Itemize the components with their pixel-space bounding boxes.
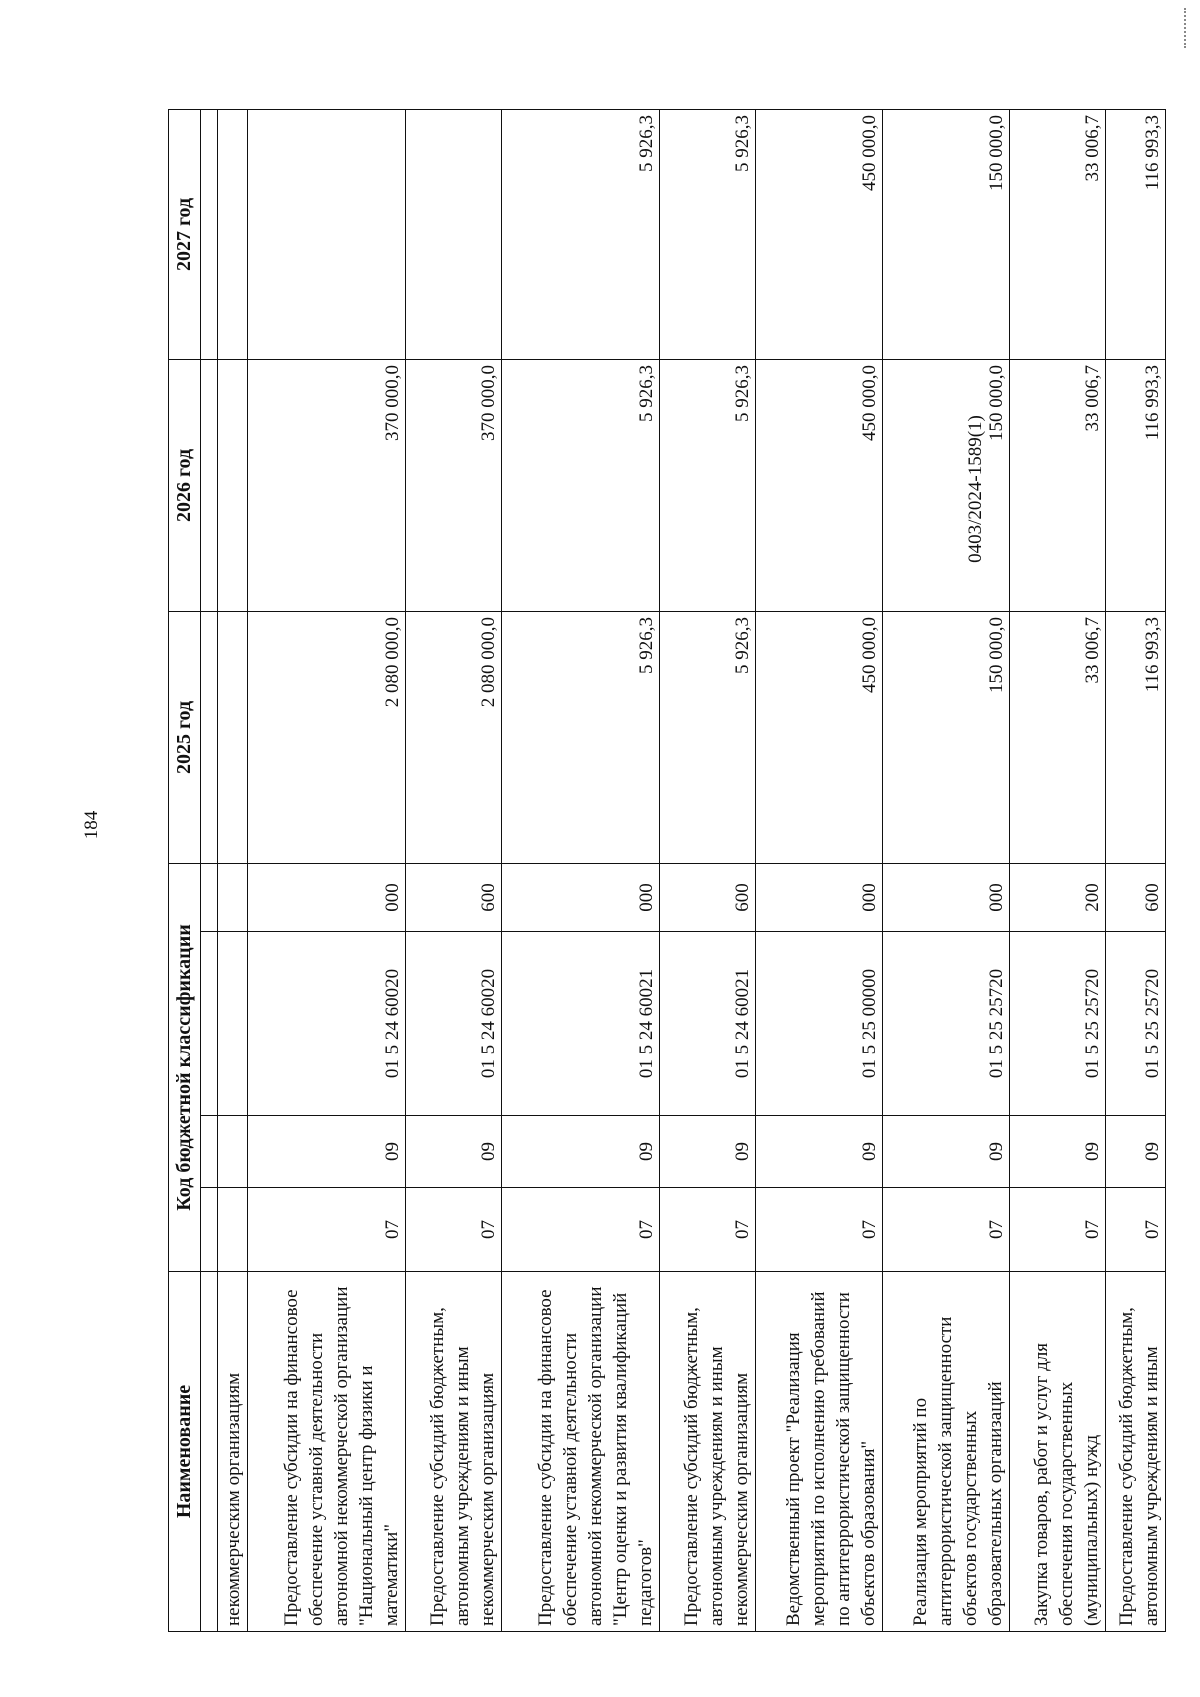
header-2026: 2026 год: [169, 359, 201, 611]
scan-edge-mark: [1184, 8, 1190, 48]
amount-2025-cell: 33 006,7: [1010, 611, 1106, 863]
code-expense-type-cell: 000: [248, 863, 406, 931]
row-name-cell: Закупка товаров, работ и услуг для обеспечения государственных (муниципальных) нужд: [1010, 1272, 1106, 1632]
code-target-article-cell: 01 5 24 60020: [406, 932, 502, 1116]
code-subsection-cell: 09: [660, 1116, 756, 1188]
code-expense-type-cell: 600: [406, 863, 502, 931]
amount-2027-cell: [218, 109, 248, 359]
code-target-article-cell: 01 5 25 00000: [756, 932, 883, 1116]
amount-2026-cell: 5 926,3: [660, 359, 756, 611]
subheader-cell: [201, 611, 218, 863]
header-2027: 2027 год: [169, 109, 201, 359]
row-name-cell: Предоставление субсидии на финансовое обеспечение уставной деятельности автономной некоммерческой организации "Национальный центр физики и математики": [248, 1272, 406, 1632]
amount-2027-cell: 150 000,0: [883, 109, 1010, 359]
header-name: Наименование: [169, 1272, 201, 1632]
code-target-article-cell: 01 5 24 60021: [502, 932, 660, 1116]
code-target-article-cell: 01 5 24 60021: [660, 932, 756, 1116]
amount-2027-cell: [248, 109, 406, 359]
amount-2026-cell: 116 993,3: [1106, 359, 1166, 611]
subheader-cell: [201, 863, 218, 931]
code-subsection-cell: 09: [502, 1116, 660, 1188]
code-section-cell: 07: [1106, 1188, 1166, 1272]
amount-2025-cell: 450 000,0: [756, 611, 883, 863]
code-target-article-cell: 01 5 25 25720: [1106, 932, 1166, 1116]
code-section-cell: [218, 1188, 248, 1272]
code-expense-type-cell: 000: [883, 863, 1010, 931]
row-name-cell: Предоставление субсидий бюджетным, автономным учреждениям и иным некоммерческим организациям: [406, 1272, 502, 1632]
code-subsection-cell: [218, 1116, 248, 1188]
code-expense-type-cell: 000: [756, 863, 883, 931]
amount-2025-cell: 116 993,3: [1106, 611, 1166, 863]
amount-2027-cell: 5 926,3: [502, 109, 660, 359]
amount-2027-cell: [406, 109, 502, 359]
header-code-group: Код бюджетной классификации: [169, 863, 201, 1271]
header-subrow: [201, 109, 218, 1631]
amount-2027-cell: 33 006,7: [1010, 109, 1106, 359]
code-expense-type-cell: [218, 863, 248, 931]
code-section-cell: 07: [406, 1188, 502, 1272]
row-name-cell: Ведомственный проект "Реализация мероприятий по исполнению требований по антитеррористической защищенности объектов образования": [756, 1272, 883, 1632]
code-subsection-cell: 09: [406, 1116, 502, 1188]
code-subsection-cell: 09: [1106, 1116, 1166, 1188]
subheader-cell: [201, 1272, 218, 1632]
header-row: [169, 109, 201, 1631]
row-name-cell: Предоставление субсидий бюджетным, автономным учреждениям и иным: [1106, 1272, 1166, 1632]
table-row: [660, 109, 756, 1631]
code-section-cell: 07: [660, 1188, 756, 1272]
budget-table: [168, 109, 1166, 1632]
amount-2025-cell: 2 080 000,0: [406, 611, 502, 863]
code-target-article-cell: 01 5 25 25720: [883, 932, 1010, 1116]
table-row: [756, 109, 883, 1631]
amount-2026-cell: 5 926,3: [502, 359, 660, 611]
amount-2026-cell: 33 006,7: [1010, 359, 1106, 611]
row-name-cell: Предоставление субсидий бюджетным, автономным учреждениям и иным некоммерческим организациям: [660, 1272, 756, 1632]
code-subsection-cell: 09: [248, 1116, 406, 1188]
amount-2026-cell: 450 000,0: [756, 359, 883, 611]
rotated-table-container: [168, 110, 1163, 1632]
subheader-cell: [201, 932, 218, 1116]
amount-2026-cell: 150 000,0: [883, 359, 1010, 611]
subheader-cell: [201, 1188, 218, 1272]
amount-2025-cell: [218, 611, 248, 863]
amount-2027-cell: 5 926,3: [660, 109, 756, 359]
table-row: [1106, 109, 1166, 1631]
code-expense-type-cell: 000: [502, 863, 660, 931]
code-target-article-cell: [218, 932, 248, 1116]
code-section-cell: 07: [883, 1188, 1010, 1272]
code-expense-type-cell: 600: [660, 863, 756, 931]
code-target-article-cell: 01 5 24 60020: [248, 932, 406, 1116]
subheader-cell: [201, 1116, 218, 1188]
code-section-cell: 07: [1010, 1188, 1106, 1272]
table-row: [883, 109, 1010, 1631]
amount-2027-cell: 450 000,0: [756, 109, 883, 359]
row-name-cell: некоммерческим организациям: [218, 1272, 248, 1632]
subheader-cell: [201, 109, 218, 359]
amount-2027-cell: 116 993,3: [1106, 109, 1166, 359]
code-section-cell: 07: [756, 1188, 883, 1272]
code-section-cell: 07: [248, 1188, 406, 1272]
amount-2026-cell: [218, 359, 248, 611]
table-row: [218, 109, 248, 1631]
code-subsection-cell: 09: [883, 1116, 1010, 1188]
amount-2025-cell: 5 926,3: [502, 611, 660, 863]
table-row: [502, 109, 660, 1631]
code-target-article-cell: 01 5 25 25720: [1010, 932, 1106, 1116]
table-row: [406, 109, 502, 1631]
code-expense-type-cell: 600: [1106, 863, 1166, 931]
amount-2025-cell: 150 000,0: [883, 611, 1010, 863]
table-row: [1010, 109, 1106, 1631]
code-subsection-cell: 09: [1010, 1116, 1106, 1188]
code-subsection-cell: 09: [756, 1116, 883, 1188]
row-name-cell: Предоставление субсидии на финансовое обеспечение уставной деятельности автономной некоммерческой организации "Центр оценки и развития квалификаций педагогов": [502, 1272, 660, 1632]
amount-2025-cell: 2 080 000,0: [248, 611, 406, 863]
amount-2026-cell: 370 000,0: [248, 359, 406, 611]
amount-2025-cell: 5 926,3: [660, 611, 756, 863]
page-number: 184: [81, 810, 102, 840]
code-expense-type-cell: 200: [1010, 863, 1106, 931]
header-2025: 2025 год: [169, 611, 201, 863]
amount-2026-cell: 370 000,0: [406, 359, 502, 611]
table-row: [248, 109, 406, 1631]
table-body: [218, 109, 1166, 1631]
row-name-cell: Реализация мероприятий по антитеррористической защищенности объектов государственных образовательных организаций: [883, 1272, 1010, 1632]
document-code: 0403/2024-1589(1): [965, 415, 986, 563]
code-section-cell: 07: [502, 1188, 660, 1272]
subheader-cell: [201, 359, 218, 611]
